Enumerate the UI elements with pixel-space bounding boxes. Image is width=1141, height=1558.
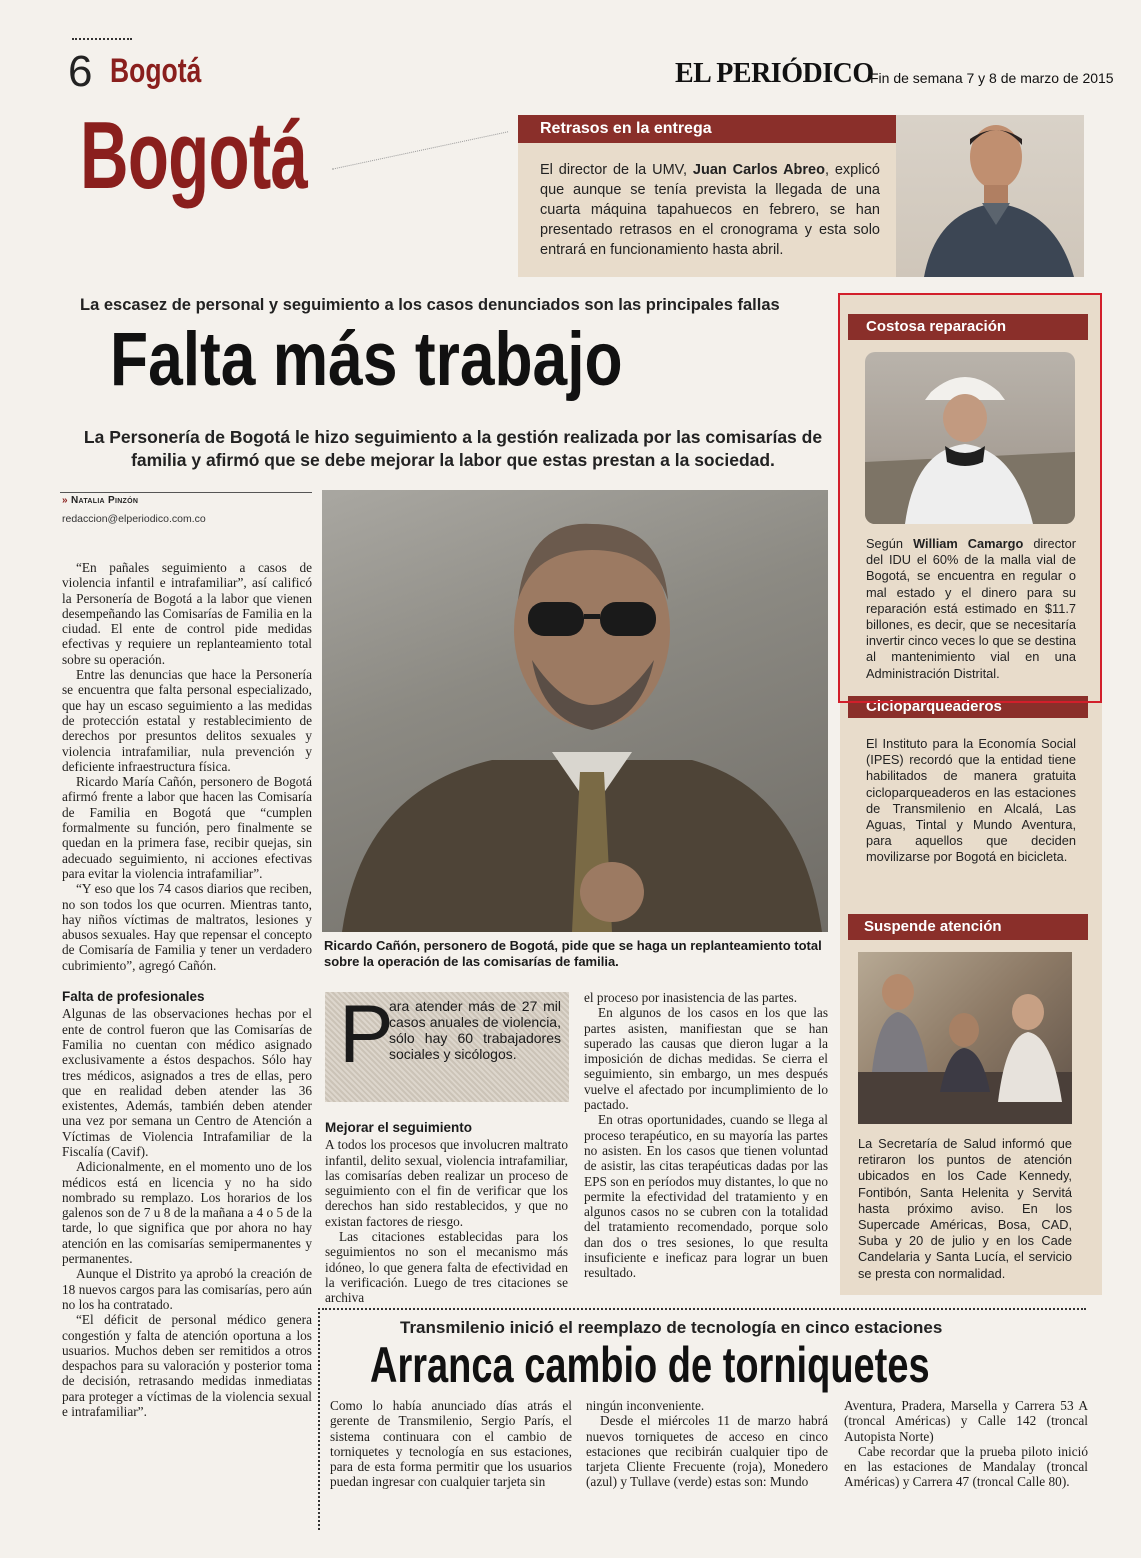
box-retrasos-text-a: El director de la UMV,: [540, 162, 693, 178]
article-deck: La Personería de Bogotá le hizo seguimiento a la gestión realizada por las comisarías de familia y afirmó que se debe mejorar la labor que estas prestan a la sociedad.: [83, 427, 823, 470]
article2-col2: [586, 1398, 828, 1490]
photo-caption: Ricardo Cañón, personero de Bogotá, pide que se haga un replanteamiento total sobre la operación de las comisarías de familia.: [324, 938, 822, 969]
box-ciclo-text: El Instituto para la Economía Social (IPES) recordó que la entidad tiene habilitados de manera gratuita cicloparqueaderos en las estaciones de Transmilenio en Alcalá, Las Aguas, Tintal y Mundo Aventura, para aquellos que deciden movilizarse por Bogotá en bicicleta.: [866, 736, 1076, 865]
paragraph: Entre las denuncias que hace la Personería se encuentra que falta personal especializado, que hay un escaso seguimiento a las medidas de protección estatal y restablecimiento de derechos por presuntos delitos sexuales y violencia intrafamiliar, nula prevención y deficiente infraestructura física.: [62, 667, 312, 774]
paragraph: Aventura, Pradera, Marsella y Carrera 53 A (troncal Américas) y Calle 142 (troncal Autopista Norte): [844, 1398, 1088, 1444]
paragraph: “Y eso que los 74 casos diarios que reciben, no son todos los que ocurren. Mientras tanto, hay niños víctimas de maltratos, lesiones y abusos sexuales. Hay que repensar el concepto de Comisaría de Familia y tener un verdadero cubrimiento”, agregó Cañón.: [62, 881, 312, 973]
paragraph: “En pañales seguimiento a casos de violencia infantil e intrafamiliar”, así calificó la Personería de Bogotá a la labor que vienen desempeñando las Comisarías de Familia en la ciudad. El ente de control pide medidas efectivas y requiere un replanteamiento total sobre su operación.: [62, 560, 312, 667]
decorative-dotted-line: [332, 131, 508, 169]
subhead-mejorar: Mejorar el seguimiento: [325, 1120, 473, 1135]
section-label: Bogotá: [110, 52, 202, 90]
article-col2: [325, 1120, 568, 1306]
article-col3: [584, 990, 828, 1281]
paragraph: En algunos de los casos en los que las partes asisten, manifiestan que se han superado las causas que dieron lugar a la imposición de dichas medidas. Se cierra el seguimiento, sin embargo, un mes después vuelve el afectado por incumplimiento de lo pactado.: [584, 1005, 828, 1113]
byline: [62, 495, 138, 506]
box-suspende-text: La Secretaría de Salud informó que retiraron los puntos de atención ubicados en los Cade Kennedy, Fontibón, Santa Helenita y Servitá hasta próximo aviso. En los Supercade Américas, Bosa, CAD, Suba y 20 de julio y en los Cade Candelaria y Santa Lucía, el servicio se presta con normalidad.: [858, 1136, 1072, 1281]
masthead: EL PERIÓDICO: [675, 58, 874, 89]
byline-name: Natalia Pinzón: [70, 495, 139, 506]
page-number: 6: [68, 47, 93, 96]
box-retrasos: [518, 115, 1084, 277]
paragraph: Algunas de las observaciones hechas por el ente de control fueron que las Comisarías de Familia no cuentan con médico asignado exclusivamente a éstos despachos. Sólo hay tres médicos, asignados a tres de ellas, pero que en realidad deben atender las 36 existentes, Además, también deben atender una vez por semana un Centro de Atención a Víctimas de Violencia Intrafamiliar de la Fiscalía (Cavif).: [62, 1006, 312, 1159]
paragraph: ningún inconveniente.: [586, 1398, 705, 1413]
main-photo: [322, 490, 828, 932]
article2-col3: [844, 1398, 1088, 1490]
paragraph: el proceso por inasistencia de las partes.: [584, 990, 798, 1005]
article-col1: [62, 560, 312, 1419]
box-retrasos-text-b: , explicó que aunque se tenía prevista la llegada de una cuarta máquina tapahuecos en febrero, se han presentado retrasos en el cronograma y esta solo entrará en funcionamiento hasta abril.: [540, 162, 880, 258]
article2-left-rule: [318, 1308, 320, 1530]
top-rule: [72, 38, 132, 40]
box-retrasos-title: Retrasos en la entrega: [518, 115, 1084, 143]
box-costosa-text-b: director del IDU el 60% de la malla vial de Bogotá, se encuentra en regular o mal estado y el dinero para su reparación está estimado en $11.7 billones, es decir, que se necesitaría invertir cinco veces lo que se destina al mantenimiento vial en una Administración Distrital.: [866, 536, 1076, 681]
article2-top-rule: [322, 1308, 1086, 1310]
pullquote: [325, 989, 569, 1102]
box-costosa-title: Costosa reparación: [848, 314, 1088, 340]
paragraph: A todos los procesos que involucren maltrato infantil, delito sexual, violencia intrafamiliar, las comisarías deben realizar un proceso de seguimiento con el fin de verificar que los derechos han sido restablecidos, y que no existan factores de riesgo.: [325, 1137, 568, 1229]
box-ciclo-title: Cicloparqueaderos: [848, 696, 1088, 718]
box-retrasos-text: [540, 160, 880, 260]
paragraph: Como lo había anunciado días atrás el gerente de Transmilenio, Sergio París, el sistema continuara con el cambio de torniquetes y tecnología en sus estaciones, para de esta forma permitir que los usuarios puedan ingresar con cualquier tarjeta sin: [330, 1398, 572, 1490]
salud-photo: [858, 952, 1072, 1124]
article-headline: Falta más trabajo: [110, 317, 623, 402]
portrait-abreo: [896, 115, 1084, 277]
byline-email: redaccion@elperiodico.com.co: [62, 513, 206, 525]
box-costosa-name: William Camargo: [913, 536, 1024, 551]
subhead-falta: Falta de profesionales: [62, 989, 205, 1005]
paragraph: Aunque el Distrito ya aprobó la creación de 18 nuevos cargos para las comisarías, pero aún no los ha contratado.: [62, 1266, 312, 1312]
byline-arrow-icon: »: [62, 495, 68, 506]
box-suspende-title: Suspende atención: [848, 914, 1088, 940]
byline-rule: [60, 492, 312, 493]
issue-date: Fin de semana 7 y 8 de marzo de 2015: [870, 70, 1114, 86]
paragraph: Las citaciones establecidas para los seguimientos no son el mecanismo más idóneo, lo que genera falta de efectividad en la verificación. Luego de tres citaciones se archiva: [325, 1229, 568, 1306]
paragraph: Desde el miércoles 11 de marzo habrá nuevos torniquetes de acceso en cinco estaciones que recibirán cualquier tipo de tarjeta Cliente Frecuente (roja), Monedero (azul) y Tullave (verde) estas son: Mundo: [586, 1413, 828, 1490]
box-costosa-text-a: Según: [866, 536, 914, 551]
salud-photo-figure: [858, 952, 1072, 1124]
pullquote-text: ara atender más de 27 mil casos anuales de violencia, sólo hay 60 trabajadores sociales y sicólogos.: [389, 998, 561, 1062]
paragraph: “El déficit de personal médico genera congestión y falta de atención oportuna a los usuarios. Muchos deben ser remitidos a otros despachos para su valoración y posterior toma de decisión, retrasando medidas inmediatas para proteger a víctimas de la violencia sexual e intrafamiliar”.: [62, 1312, 312, 1420]
article2-headline: Arranca cambio de torniquetes: [370, 1337, 930, 1393]
paragraph: Ricardo María Cañón, personero de Bogotá afirmó frente a labor que hacen las Comisaría de Familia en Bogotá que “cumplen formalmente su función, pero finalmente se quedan en la primera fase, recibir quejas, sin adecuado seguimiento, ni acciones efectivas para evitar la violencia intrafamiliar”.: [62, 774, 312, 881]
paragraph: En otras oportunidades, cuando se llega al proceso terapéutico, en su mayoría las partes no asisten. En los casos que tienen voluntad de asistir, las citas terapéuticas dadas por las EPS son en períodos muy distantes, lo que no permite la efectividad del tratamiento y en algunos casos no se cubren con la totalidad del tratamiento recomendado, porque solo dan dos o tres sesiones, lo que resulta insuficiente e ineficaz para lograr un buen resultado.: [584, 1112, 828, 1281]
portrait-abreo-figure: [896, 115, 1084, 277]
main-photo-figure: [322, 490, 828, 932]
box-retrasos-name: Juan Carlos Abreo: [692, 162, 825, 178]
article-kicker: La escasez de personal y seguimiento a los casos denunciados son las principales fallas: [80, 296, 780, 314]
article2-col1: [330, 1398, 572, 1490]
section-title: Bogotá: [80, 102, 308, 209]
paragraph: Cabe recordar que la prueba piloto inició en las estaciones de Mandalay (troncal Américas) y Carrera 47 (troncal Calle 80).: [844, 1443, 1088, 1490]
pullquote-initial: P: [339, 989, 394, 1080]
highlight-frame: [838, 293, 1102, 703]
article2-kicker: Transmilenio inició el reemplazo de tecnología en cinco estaciones: [400, 1318, 943, 1337]
paragraph: Adicionalmente, en el momento uno de los médicos está en licencia y no ha sido nombrado su remplazo. Los horarios de los galenos son de 7 u 8 de la mañana a 4 o 5 de la tarde, lo que significa que por ahora no hay atención en las comisarías semipermanentes y permanentes.: [62, 1159, 312, 1267]
